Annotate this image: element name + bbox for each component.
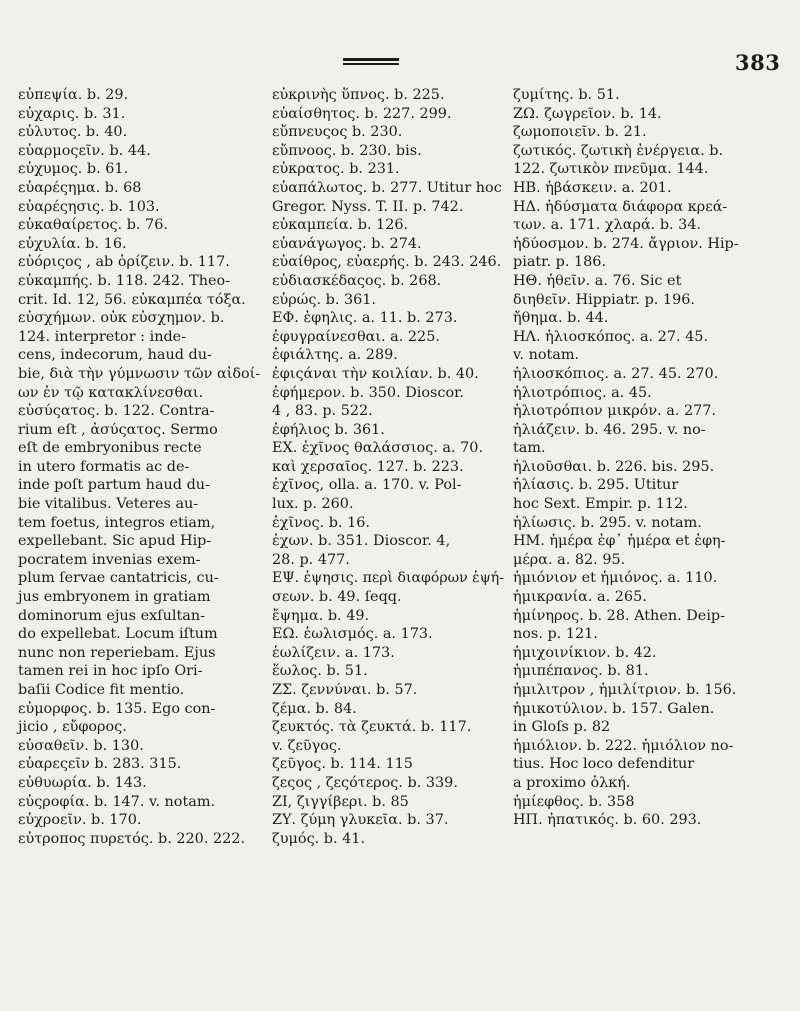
index-line: ἡμιόνιον et ἡμιόνος. a. 110.	[513, 570, 718, 587]
index-line: εὐλυτος. b. 40.	[18, 124, 128, 141]
index-line: expellebant. Sic apud Hip-	[18, 533, 212, 550]
index-line: εὐσαθεῖν. b. 130.	[18, 737, 144, 754]
index-line: ΗΜ. ἡμέρα ἐφ᾽ ἡμέρα et ἐφη-	[513, 533, 726, 550]
index-line: ἡλίωσις. b. 295. v. notam.	[513, 514, 702, 531]
index-line: dominorum ejus exſultan-	[18, 607, 205, 624]
index-line: tius. Hoc loco defenditur	[513, 756, 695, 773]
index-line: ἡλιοτρόπιος. a. 45.	[513, 384, 652, 401]
index-line: ἡμικοτύλιον. b. 157. Galen.	[513, 700, 715, 717]
index-line: ἐφήμερον. b. 350. Dioscor.	[272, 384, 465, 401]
index-line: ζεῦγος. b. 114. 115	[272, 756, 413, 773]
index-line: tamen rei in hoc ipſo Ori-	[18, 663, 203, 680]
index-line: ζυμός. b. 41.	[272, 830, 366, 847]
index-line: ἐχων. b. 351. Dioscor. 4,	[272, 533, 451, 550]
index-line: eſt de embryonibus recte	[18, 440, 202, 457]
index-line: v. notam.	[513, 347, 580, 364]
index-line: piatr. p. 186.	[513, 254, 607, 271]
index-line: lux. p. 260.	[272, 496, 354, 513]
index-line: εὐαρμοςεῖν. b. 44.	[18, 142, 151, 159]
index-line: 122. ζωτικὸν πνεῦμα. 144.	[513, 161, 709, 178]
index-line: ἐφιάλτης. a. 289.	[272, 347, 398, 364]
index-line: ἐφιςάναι τὴν κοιλίαν. b. 40.	[272, 365, 479, 382]
index-line: ζωμοποιεῖν. b. 21.	[513, 124, 647, 141]
index-line: ἡλιάζειν. b. 46. 295. v. no-	[513, 421, 706, 438]
index-line: εὐκρατος. b. 231.	[272, 161, 400, 178]
index-line: cens, indecorum, haud du-	[18, 347, 212, 364]
index-line: εὔπνοος. b. 230. bis.	[272, 142, 422, 159]
index-line: baſii Codice fit mentio.	[18, 682, 185, 698]
index-line: ἐχῖνος. b. 16.	[272, 514, 370, 531]
index-line: rium eſt , ἀσύςατος. Sermo	[18, 421, 218, 438]
index-column-1	[18, 86, 263, 848]
index-line: bie, διὰ τὴν γύμνωσιν τῶν αἰδοί-	[18, 365, 261, 382]
index-line: ΗΒ. ἡβάσκειν. a. 201.	[513, 179, 672, 196]
index-line: εὐαρέςησις. b. 103.	[18, 198, 160, 215]
index-line: do expellebat. Locum iſtum	[18, 626, 218, 643]
index-line: ΕΨ. ἐψησις. περὶ διαφόρων ἑψή-	[272, 570, 504, 587]
index-line: ἡλιοῦσθαι. b. 226. bis. 295.	[513, 458, 715, 475]
index-line: ΗΘ. ἠθεῖν. a. 76. Sic et	[513, 272, 682, 289]
index-line: εὐπεψία. b. 29.	[18, 87, 129, 103]
index-line: in utero formatis ac de-	[18, 458, 190, 475]
index-line: εὐκρινὴς ὕπνος. b. 225.	[272, 87, 445, 103]
index-line: εὐμορφος. b. 135. Ego con-	[18, 700, 216, 717]
index-line: διηθεῖν. Hippiatr. p. 196.	[513, 291, 695, 308]
index-line: εὐχυλία. b. 16.	[18, 235, 127, 252]
index-line: inde poſt partum haud du-	[18, 477, 210, 494]
index-line: εὐανάγωγος. b. 274.	[272, 235, 422, 252]
index-line: ἤθημα. b. 44.	[513, 310, 609, 327]
page-number: 383	[735, 50, 781, 75]
index-line: εὐαίσθητος. b. 227. 299.	[272, 105, 452, 122]
index-line: εὐόριςος , ab ὁρίζειν. b. 117.	[18, 254, 230, 271]
index-line: εὐαίθρος, εὐαερής. b. 243. 246.	[272, 254, 502, 271]
index-line: ἡμίεφθος. b. 358	[513, 793, 635, 810]
index-line: ἡμιλιτρον , ἡμιλίτριον. b. 156.	[513, 682, 737, 698]
index-line: jicio , εὔφορος.	[18, 719, 127, 736]
index-line: ζεςος , ζεςότερος. b. 339.	[272, 774, 458, 791]
index-line: nunc non reperiebam. Ejus	[18, 644, 216, 661]
index-line: εὐρώς. b. 361.	[272, 291, 377, 308]
index-line: bie vitalibus. Veteres au-	[18, 496, 199, 513]
index-column-2	[272, 86, 504, 848]
index-line: εὐαρεςεῖν b. 283. 315.	[18, 756, 182, 773]
index-line: ἡδύοσμον. b. 274. ἄγριον. Hip-	[513, 235, 739, 252]
index-line: ΕΩ. ἑωλισμός. a. 173.	[272, 626, 433, 643]
index-line: ἐχῖνος, olla. a. 170. v. Pol-	[272, 477, 462, 494]
index-line: εὐκαθαίρετος. b. 76.	[18, 217, 168, 234]
index-line: hoc Sext. Empir. p. 112.	[513, 496, 688, 513]
index-line: ΖΩ. ζωγρεῖον. b. 14.	[513, 105, 662, 122]
index-line: 4 , 83. p. 522.	[272, 403, 373, 420]
index-line: εὐχυμος. b. 61.	[18, 161, 129, 178]
index-line: εὐτροπος πυρετός. b. 220. 222.	[18, 830, 246, 847]
index-line: ΗΠ. ἠπατικός. b. 60. 293.	[513, 812, 702, 829]
index-line: ἐφήλιος b. 361.	[272, 421, 385, 438]
index-line: εὐαρέςημα. b. 68	[18, 179, 142, 196]
index-line: ων ἐν τῷ κατακλίνεσθαι.	[18, 384, 204, 401]
index-line: ΖΙ, ζιγγίβερι. b. 85	[272, 793, 409, 810]
index-line: ΖΥ. ζύμη γλυκεῖα. b. 37.	[272, 812, 449, 829]
index-line: in Gloſs p. 82	[513, 719, 611, 736]
index-line: εὐσύςατος. b. 122. Contra-	[18, 403, 215, 420]
index-line: crit. Id. 12, 56. εὐκαμπέα τόξα.	[18, 291, 246, 308]
index-line: ΗΛ. ἡλιοσκόπος. a. 27. 45.	[513, 328, 709, 345]
index-line: plum ſervae cantatricis, cu-	[18, 570, 219, 587]
index-line: ζευκτός. τὰ ζευκτά. b. 117.	[272, 719, 472, 736]
index-line: εὐθυωρία. b. 143.	[18, 774, 147, 791]
index-line: μέρα. a. 82. 95.	[513, 551, 626, 568]
index-line: ζέμα. b. 84.	[272, 700, 357, 717]
index-line: ἡμιχοινίκιον. b. 42.	[513, 644, 657, 661]
index-line: pocratem invenias exem-	[18, 551, 201, 568]
index-line: tem foetus, integros etiam,	[18, 514, 216, 531]
index-line: 124. interpretor : inde-	[18, 328, 187, 345]
index-line: ἡμιπέπανος. b. 81.	[513, 663, 649, 680]
index-line: v. ζεῦγος.	[272, 737, 342, 754]
header-rule	[343, 58, 399, 65]
index-line: ἡλίασις. b. 295. Utitur	[513, 477, 679, 494]
index-line: των. a. 171. χλαρά. b. 34.	[513, 217, 702, 234]
index-line: ΖΣ. ζεννύναι. b. 57.	[272, 682, 418, 698]
index-line: nos. p. 121.	[513, 626, 598, 643]
index-line: ἡλιοτρόπιον μικρόν. a. 277.	[513, 403, 717, 420]
index-line: ζωτικός. ζωτικὴ ἐνέργεια. b.	[513, 142, 724, 159]
index-line: tam.	[513, 440, 546, 457]
index-line: εὐδιασκέδαςος. b. 268.	[272, 272, 442, 289]
index-line: καὶ χερσαῖος. 127. b. 223.	[272, 458, 464, 475]
index-line: a proximo ὀλκή.	[513, 774, 631, 791]
index-line: σεων. b. 49. ſeqq.	[272, 589, 402, 606]
index-line: ἡμικρανία. a. 265.	[513, 589, 647, 606]
index-line: ἔψημα. b. 49.	[272, 607, 370, 624]
index-line: εὐςροφία. b. 147. v. notam.	[18, 793, 216, 810]
index-line: εὔπνευςος b. 230.	[272, 124, 403, 141]
index-line: ἡμιόλιον. b. 222. ἡμιόλιον no-	[513, 737, 734, 754]
index-line: ἑωλίζειν. a. 173.	[272, 644, 395, 661]
index-line: εὐκαμπής. b. 118. 242. Theo-	[18, 272, 231, 289]
index-line: ΕΦ. ἐφηλις. a. 11. b. 273.	[272, 310, 458, 327]
index-line: εὐχροεῖν. b. 170.	[18, 812, 142, 829]
index-line: 28. p. 477.	[272, 551, 350, 568]
index-line: ἡλιοσκόπιος. a. 27. 45. 270.	[513, 365, 719, 382]
index-line: ἐφυγραίνεσθαι. a. 225.	[272, 328, 440, 345]
index-line: ΗΔ. ἡδύσματα διάφορα κρεά-	[513, 198, 728, 215]
index-line: εὐχαρις. b. 31.	[18, 105, 126, 122]
index-line: Gregor. Nyss. T. II. p. 742.	[272, 198, 464, 215]
index-line: ἡμίνηρος. b. 28. Athen. Deip-	[513, 607, 725, 624]
index-line: ΕΧ. ἐχῖνος θαλάσσιος. a. 70.	[272, 440, 484, 457]
index-line: jus embryonem in gratiam	[18, 589, 211, 606]
index-line: εὐαπάλωτος. b. 277. Utitur hoc	[272, 179, 502, 196]
index-line: ἕωλος. b. 51.	[272, 663, 368, 680]
index-line: ζυμίτης. b. 51.	[513, 87, 620, 103]
index-line: εὐκαμπεία. b. 126.	[272, 217, 409, 234]
index-line: εὐσχήμων. οὐκ εὐσχημον. b.	[18, 310, 225, 327]
index-column-3	[513, 86, 785, 830]
